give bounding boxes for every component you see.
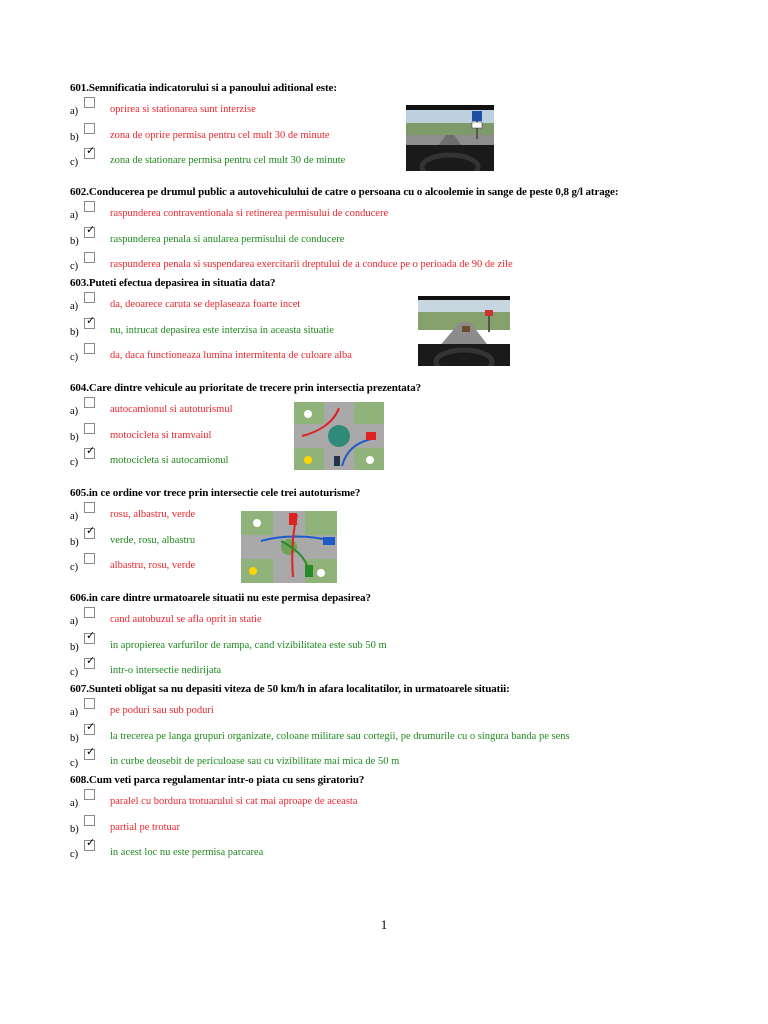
question-607 <box>70 683 730 773</box>
option-text: motocicleta si tramvaiul <box>110 429 212 441</box>
checkmark-icon: ✓ <box>86 523 96 537</box>
option-letter: c) <box>70 667 79 678</box>
option-a <box>70 787 730 813</box>
question-605 <box>70 487 730 577</box>
answer-checkbox[interactable] <box>84 343 95 354</box>
option-letter: b) <box>70 131 79 143</box>
option-c <box>70 146 730 172</box>
option-text: zona de oprire permisa pentru cel mult 30 de minute <box>110 129 330 141</box>
answer-checkbox[interactable] <box>84 313 96 329</box>
answer-checkbox[interactable] <box>84 745 96 760</box>
option-letter: c) <box>70 758 79 769</box>
option-letter: b) <box>70 235 79 247</box>
checkmark-icon: ✓ <box>86 654 96 667</box>
option-a <box>70 395 730 421</box>
answer-checkbox[interactable] <box>84 719 96 735</box>
option-text: da, deoarece caruta se deplaseaza foarte incet <box>110 299 301 310</box>
option-letter: a) <box>70 106 79 117</box>
checkmark-icon: ✓ <box>86 444 96 457</box>
answer-checkbox[interactable] <box>84 628 96 644</box>
answer-checkbox[interactable] <box>84 815 95 826</box>
option-c <box>70 838 730 864</box>
question-601 <box>70 82 730 172</box>
option-text: partial pe trotuar <box>110 821 180 833</box>
option-letter: a) <box>70 707 79 718</box>
question-602 <box>70 186 730 276</box>
option-b <box>70 313 730 342</box>
option-text: motocicleta si autocamionul <box>110 455 229 466</box>
checkmark-icon: ✓ <box>86 628 96 642</box>
option-b <box>70 719 730 748</box>
option-text: paralel cu bordura trotuarului si cat mai aproape de aceasta <box>110 796 358 807</box>
checkmark-icon: ✓ <box>86 719 96 733</box>
answer-checkbox[interactable] <box>84 292 95 303</box>
option-letter: a) <box>70 798 79 809</box>
question-605-diagram <box>241 511 337 583</box>
option-b <box>70 421 730 447</box>
answer-checkbox[interactable] <box>84 222 96 238</box>
option-text: oprirea si stationarea sunt interzise <box>110 104 256 115</box>
option-letter: c) <box>70 157 79 168</box>
option-c <box>70 341 730 367</box>
question-606 <box>70 592 730 682</box>
question-title: 605.in ce ordine vor trece prin intersectie cele trei autoturisme? <box>70 487 361 499</box>
question-603-photo <box>418 296 510 366</box>
question-title: 608.Cum veti parca regulamentar intr-o piata cu sens giratoriu? <box>70 774 365 786</box>
option-letter: c) <box>70 457 79 468</box>
answer-checkbox[interactable] <box>84 654 96 669</box>
answer-checkbox[interactable] <box>84 201 95 212</box>
option-a <box>70 95 730 121</box>
option-c <box>70 551 730 577</box>
answer-checkbox[interactable] <box>84 698 95 709</box>
question-608 <box>70 774 730 864</box>
page-number: 1 <box>380 917 388 932</box>
option-c <box>70 747 730 773</box>
option-c <box>70 250 730 276</box>
option-text: in curbe deosebit de periculoase sau cu vizibilitate mai mica de 50 m <box>110 756 400 767</box>
option-text: raspunderea penala si anularea permisului de conducere <box>110 233 345 245</box>
checkmark-icon: ✓ <box>86 144 96 157</box>
option-text: in acest loc nu este permisa parcarea <box>110 847 264 858</box>
question-title: 602.Conducerea pe drumul public a autovehiculului de catre o persoana cu o alcoolemie in sange de peste 0,8 g/l atrage: <box>70 186 619 198</box>
option-b <box>70 628 730 657</box>
answer-checkbox[interactable] <box>84 144 96 159</box>
option-letter: c) <box>70 261 79 272</box>
option-text: autocamionul si autoturismul <box>110 404 233 415</box>
answer-checkbox[interactable] <box>84 502 95 513</box>
option-text: rosu, albastru, verde <box>110 509 196 520</box>
answer-checkbox[interactable] <box>84 252 95 263</box>
question-603 <box>70 277 730 367</box>
option-c <box>70 446 730 472</box>
question-title: 607.Sunteti obligat sa nu depasiti viteza de 50 km/h in afara localitatilor, in urmatoarele situatii: <box>70 683 510 695</box>
question-title: 601.Semnificatia indicatorului si a panoului aditional este: <box>70 82 337 94</box>
option-a <box>70 696 730 722</box>
answer-checkbox[interactable] <box>84 444 96 459</box>
question-title: 606.in care dintre urmatoarele situatii nu este permisa depasirea? <box>70 592 371 604</box>
answer-checkbox[interactable] <box>84 397 95 408</box>
answer-checkbox[interactable] <box>84 97 95 108</box>
option-letter: c) <box>70 849 79 860</box>
option-letter: a) <box>70 301 79 312</box>
answer-checkbox[interactable] <box>84 553 95 564</box>
option-letter: b) <box>70 641 79 653</box>
option-letter: b) <box>70 431 79 443</box>
option-letter: a) <box>70 616 79 627</box>
option-text: pe poduri sau sub poduri <box>110 705 214 716</box>
option-a <box>70 500 730 526</box>
option-text: cand autobuzul se afla oprit in statie <box>110 614 262 625</box>
option-c <box>70 656 730 682</box>
option-text: in apropierea varfurilor de rampa, cand vizibilitatea este sub 50 m <box>110 639 387 651</box>
answer-checkbox[interactable] <box>84 523 96 539</box>
option-letter: c) <box>70 562 79 573</box>
checkmark-icon: ✓ <box>86 313 96 327</box>
option-letter: b) <box>70 823 79 835</box>
answer-checkbox[interactable] <box>84 836 96 851</box>
question-604 <box>70 382 730 472</box>
option-text: la trecerea pe langa grupuri organizate, coloane militare sau cortegii, pe drumurile cu o singura banda pe sens <box>110 730 570 742</box>
option-text: raspunderea contraventionala si retinerea permisului de conducere <box>110 208 389 219</box>
question-601-photo <box>406 105 494 171</box>
option-letter: b) <box>70 732 79 744</box>
option-text: zona de stationare permisa pentru cel mult 30 de minute <box>110 155 346 166</box>
answer-checkbox[interactable] <box>84 789 95 800</box>
option-b <box>70 523 730 552</box>
option-text: da, daca functioneaza lumina intermitenta de culoare alba <box>110 350 352 361</box>
option-b <box>70 813 730 839</box>
answer-checkbox[interactable] <box>84 423 95 434</box>
option-text: albastru, rosu, verde <box>110 560 196 571</box>
option-a <box>70 605 730 631</box>
checkmark-icon: ✓ <box>86 836 96 849</box>
option-text: verde, rosu, albastru <box>110 534 196 546</box>
checkmark-icon: ✓ <box>86 222 96 236</box>
option-b <box>70 121 730 147</box>
option-letter: a) <box>70 406 79 417</box>
option-b <box>70 222 730 251</box>
question-title: 604.Care dintre vehicule au prioritate de trecere prin intersectia prezentata? <box>70 382 422 394</box>
question-604-diagram <box>294 402 384 470</box>
option-text: raspunderea penala si suspendarea exercitarii dreptului de a conduce pe o perioada de 90 de zile <box>110 259 513 270</box>
option-letter: b) <box>70 536 79 548</box>
option-text: intr-o intersectie nedirijata <box>110 665 222 676</box>
checkmark-icon: ✓ <box>86 745 96 758</box>
option-letter: a) <box>70 210 79 221</box>
option-a <box>70 199 730 225</box>
option-letter: c) <box>70 352 79 363</box>
answer-checkbox[interactable] <box>84 123 95 134</box>
option-letter: b) <box>70 326 79 338</box>
question-title: 603.Puteti efectua depasirea in situatia data? <box>70 277 276 289</box>
option-letter: a) <box>70 511 79 522</box>
option-a <box>70 290 730 316</box>
answer-checkbox[interactable] <box>84 607 95 618</box>
option-text: nu, intrucat depasirea este interzisa in aceasta situatie <box>110 324 334 336</box>
